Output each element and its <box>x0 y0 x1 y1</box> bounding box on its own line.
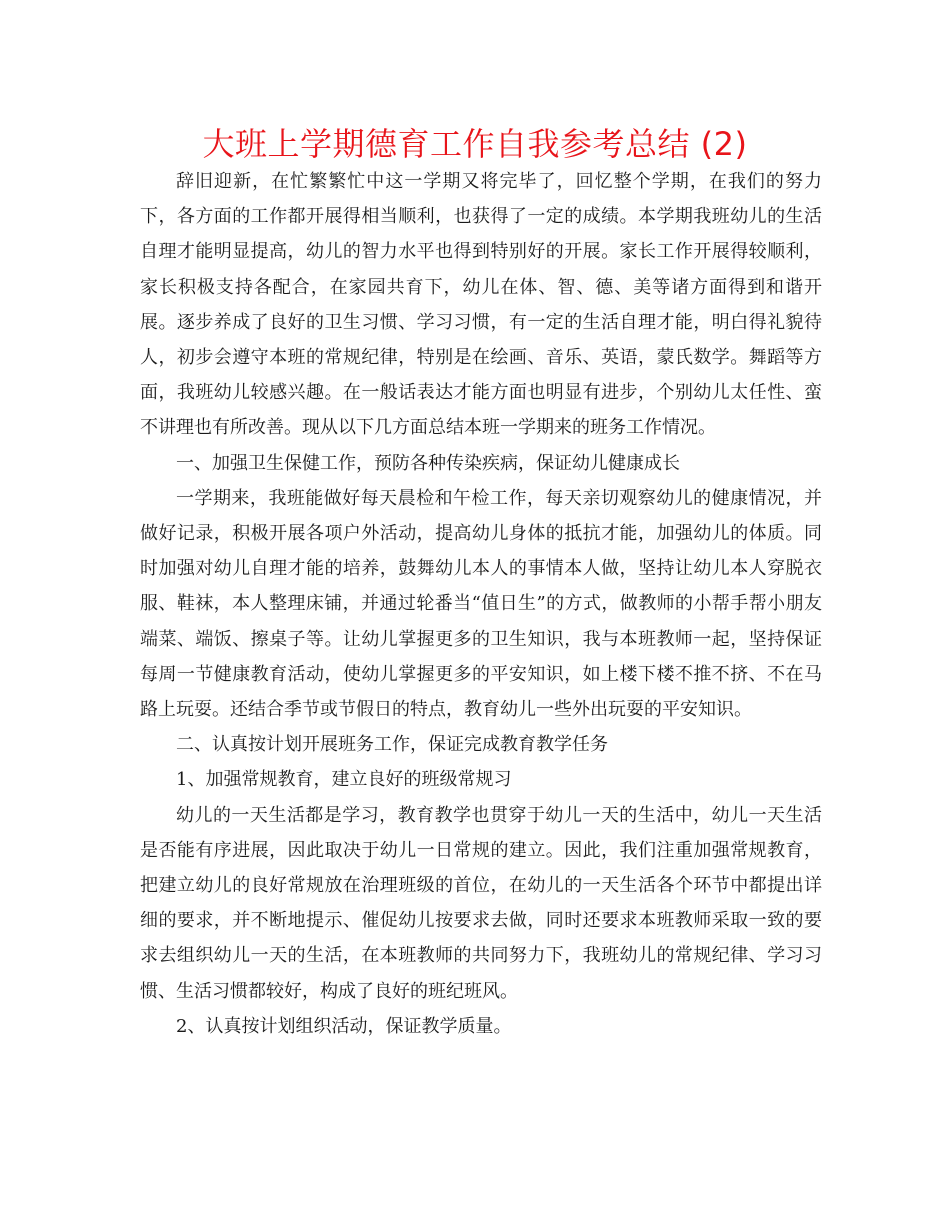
section-heading-class-work: 二、认真按计划开展班务工作，保证完成教育教学任务 <box>176 734 608 756</box>
subheading-activities: 2、认真按计划组织活动，保证教学质量。 <box>176 1015 512 1037</box>
paragraph-intro: 辞旧迎新，在忙繁繁忙中这一学期又将完毕了，回忆整个学期，在我们的努力下，各方面的工作都开展得相当顺利，也获得了一定的成绩。本学期我班幼儿的生活自理才能明显提高，幼儿的智力水平也得到特别好的开展。家长工作开展得较顺利，家长积极支持各配合，在家园共育下，幼儿在体、智、德、美等诸方面得到和谐开展。逐步养成了良好的卫生习惯、学习习惯，有一定的生活自理才能，明白得礼貌待人，初步会遵守本班的常规纪律，特别是在绘画、音乐、英语，蒙氏数学。舞蹈等方面，我班幼儿较感兴趣。在一般话表达才能方面也明显有进步，个别幼儿太任性、蛮不讲理也有所改善。现从以下几方面总结本班一学期来的班务工作情况。 <box>140 171 822 439</box>
document-body <box>140 164 822 1044</box>
paragraph-health: 一学期来，我班能做好每天晨检和午检工作，每天亲切观察幼儿的健康情况，并做好记录，积极开展各项户外活动，提高幼儿身体的抵抗才能，加强幼儿的体质。同时加强对幼儿自理才能的培养，鼓舞幼儿本人的事情本人做，坚持让幼儿本人穿脱衣服、鞋袜，本人整理床铺，并通过轮番当“值日生”的方式，做教师的小帮手帮小朋友端菜、端饭、擦桌子等。让幼儿掌握更多的卫生知识，我与本班教师一起，坚持保证每周一节健康教育活动，使幼儿掌握更多的平安知识，如上楼下楼不推不挤、不在马路上玩耍。还结合季节或节假日的特点，教育幼儿一些外出玩耍的平安知识。 <box>140 487 822 721</box>
paragraph-routine: 幼儿的一天生活都是学习，教育教学也贯穿于幼儿一天的生活中，幼儿一天生活是否能有序进展，因此取决于幼儿一日常规的建立。因此，我们注重加强常规教育，把建立幼儿的良好常规放在治理班级的首位，在幼儿的一天生活各个环节中都提出详细的要求，并不断地提示、催促幼儿按要求去做，同时还要求本班教师采取一致的要求去组织幼儿一天的生活，在本班教师的共同努力下，我班幼儿的常规纪律、学习习惯、生活习惯都较好，构成了良好的班纪班风。 <box>140 804 822 1002</box>
document-title: 大班上学期德育工作自我参考总结 (2) <box>202 125 748 163</box>
section-heading-health: 一、加强卫生保健工作，预防各种传染疾病，保证幼儿健康成长 <box>176 452 680 474</box>
subheading-routine: 1、加强常规教育，建立良好的班级常规习 <box>176 769 512 791</box>
